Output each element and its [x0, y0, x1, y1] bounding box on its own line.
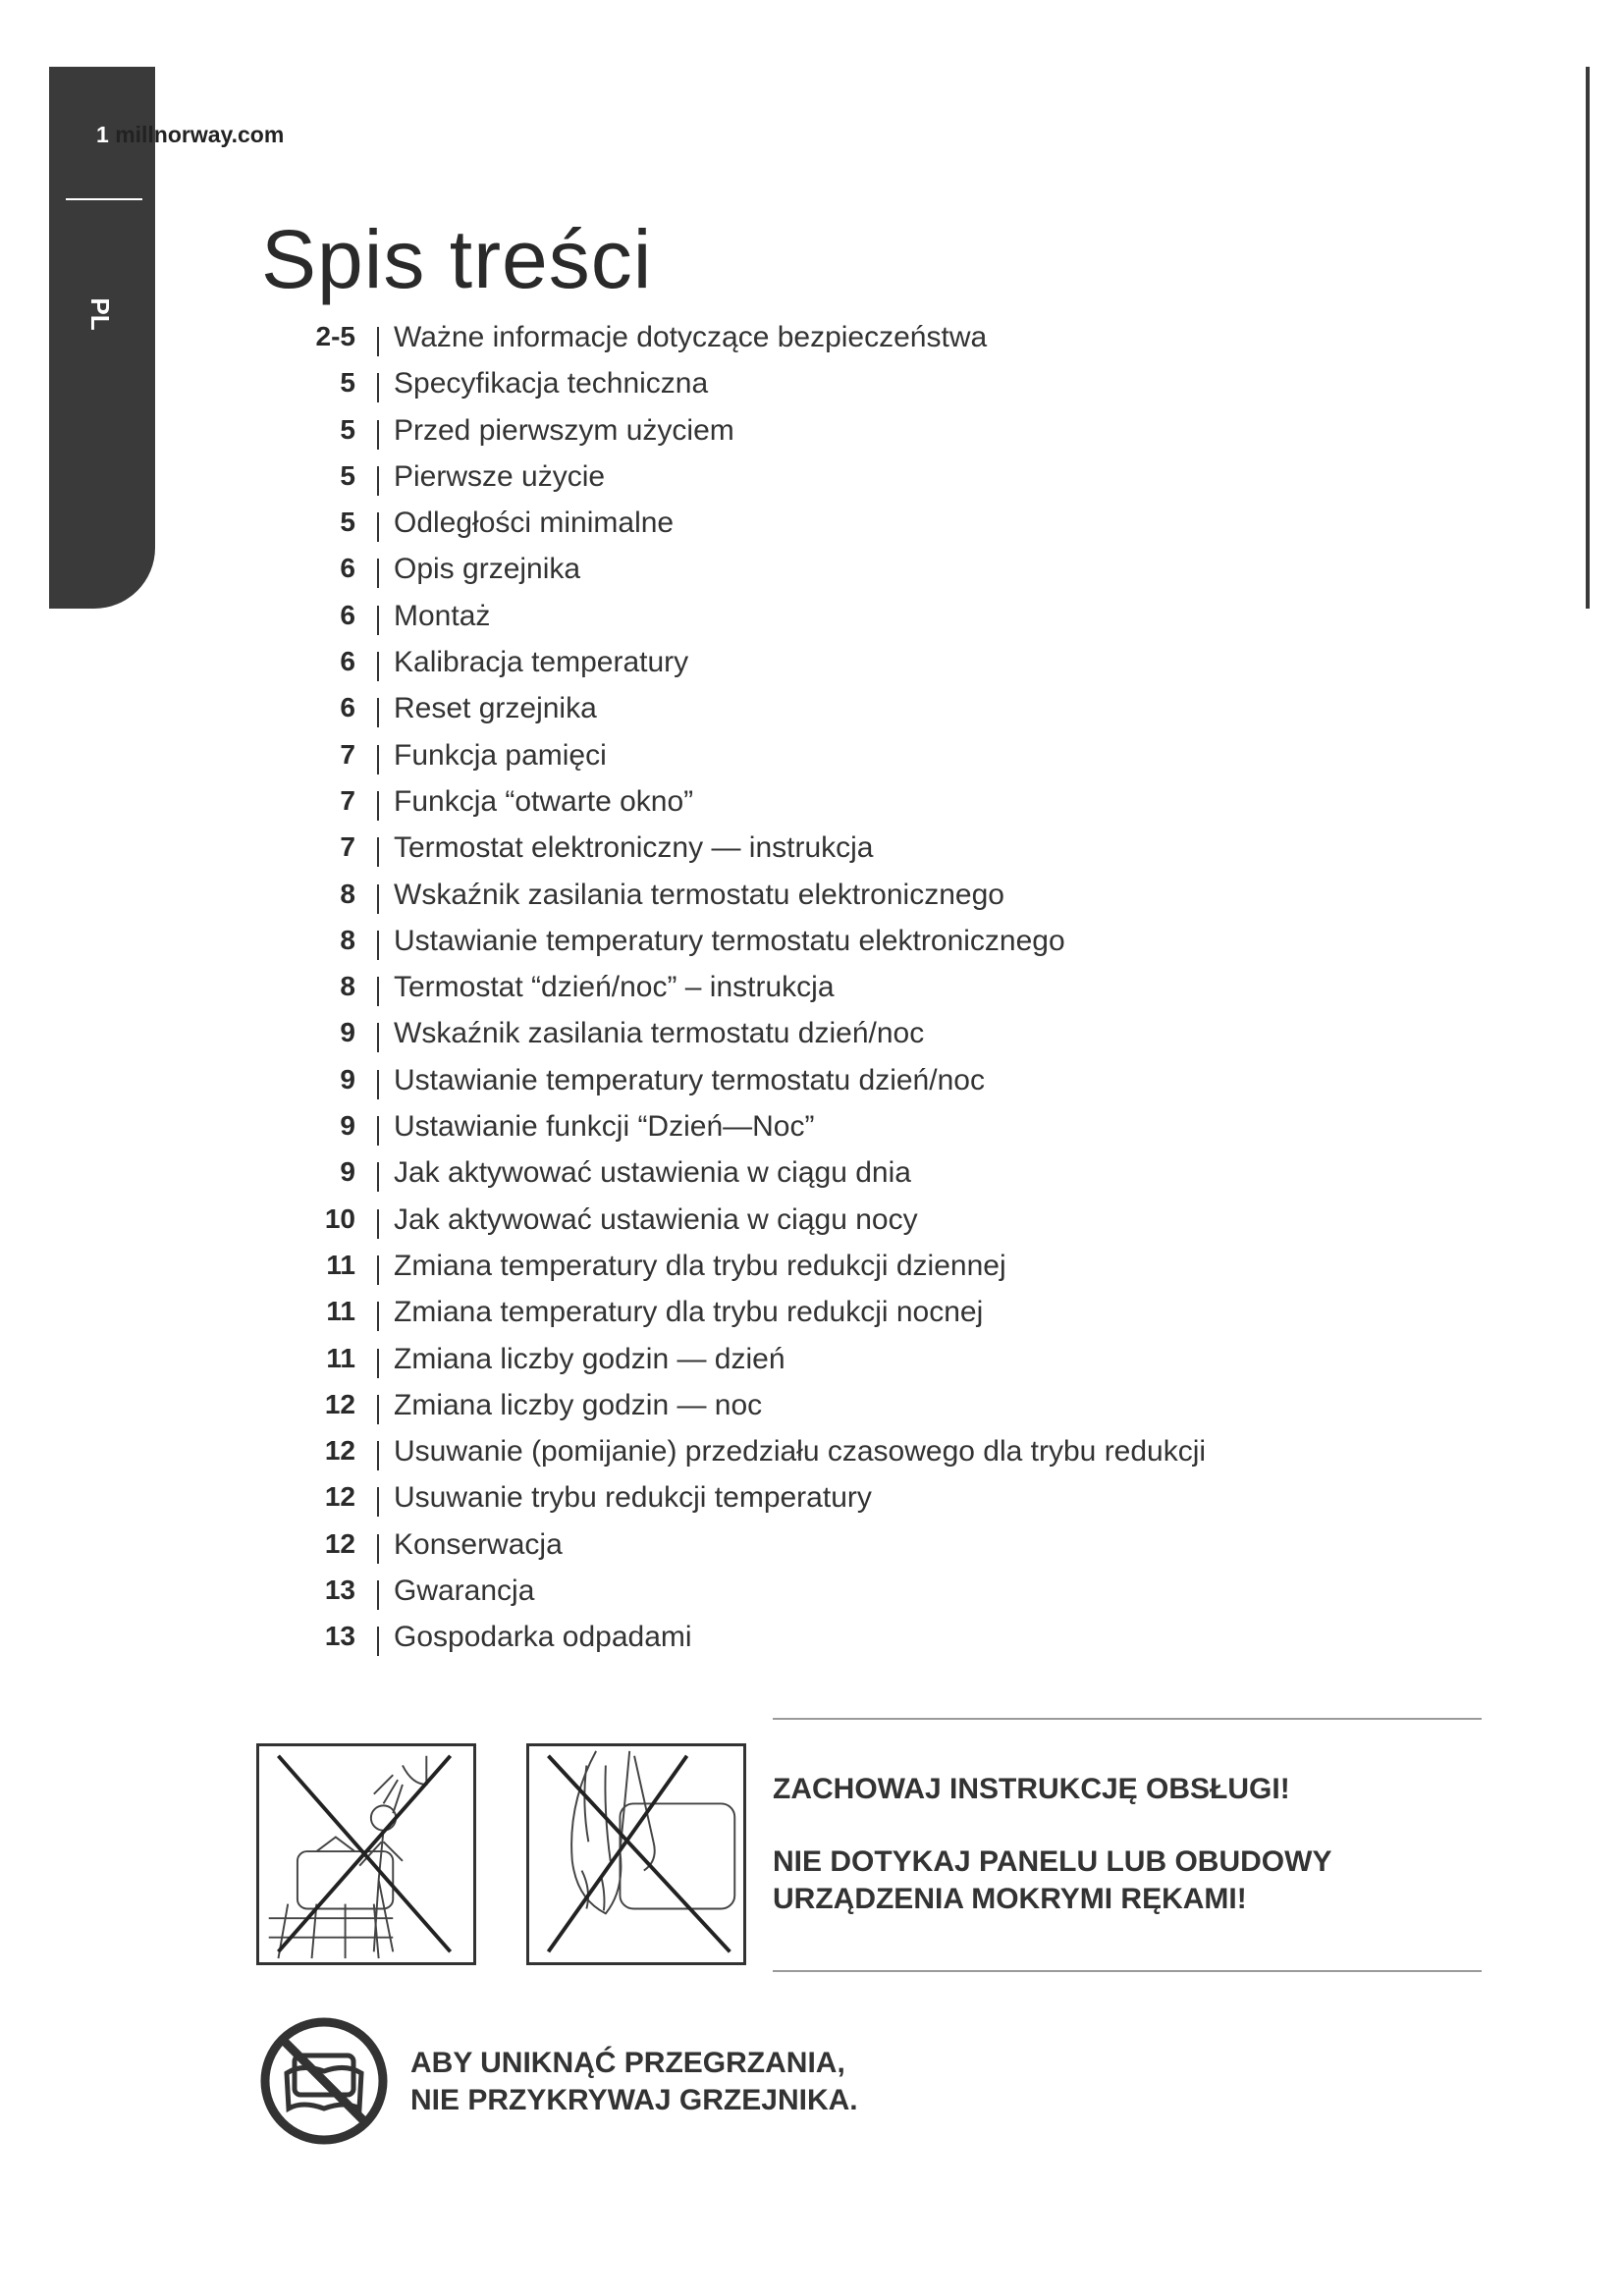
- no-bathroom-use-icon: [256, 1743, 476, 1965]
- toc-page-number: 12: [324, 1527, 355, 1559]
- toc-page-number: 9: [340, 1156, 355, 1188]
- page-title: Spis treści: [261, 213, 653, 305]
- toc-separator: [377, 1302, 379, 1331]
- toc-page-number: 11: [326, 1296, 355, 1327]
- toc-page-number: 6: [340, 599, 355, 630]
- toc-separator: [377, 791, 379, 821]
- toc-label: Montaż: [394, 599, 491, 632]
- toc-label: Zmiana temperatury dla trybu redukcji nocnej: [394, 1296, 984, 1329]
- toc-entry[interactable]: [0, 1152, 1624, 1199]
- toc-entry[interactable]: [0, 317, 1624, 363]
- toc-separator: [377, 652, 379, 681]
- no-cover-line-2: NIE PRZYKRYWAJ GRZEJNIKA.: [410, 2084, 858, 2116]
- toc-page-number: 8: [340, 878, 355, 909]
- toc-entry[interactable]: [0, 1385, 1624, 1431]
- toc-entry[interactable]: [0, 549, 1624, 595]
- toc-label: Ustawianie temperatury termostatu elektronicznego: [394, 924, 1065, 957]
- toc-entry[interactable]: [0, 1524, 1624, 1571]
- toc-page-number: 6: [340, 553, 355, 584]
- toc-label: Kalibracja temperatury: [394, 646, 689, 679]
- toc-label: Konserwacja: [394, 1527, 563, 1561]
- toc-entry[interactable]: [0, 1106, 1624, 1152]
- toc-label: Zmiana liczby godzin — noc: [394, 1388, 763, 1421]
- toc-page-number: 5: [340, 413, 355, 445]
- toc-entry[interactable]: [0, 1571, 1624, 1617]
- page-number: 1: [96, 122, 109, 147]
- toc-page-number: 11: [326, 1342, 355, 1373]
- toc-separator: [377, 1487, 379, 1517]
- toc-page-number: 9: [340, 1063, 355, 1095]
- language-label: PL: [85, 297, 116, 331]
- toc-label: Jak aktywować ustawienia w ciągu dnia: [394, 1156, 911, 1190]
- toc-entry[interactable]: [0, 410, 1624, 456]
- toc-page-number: 5: [340, 507, 355, 538]
- keep-manual-text: ZACHOWAJ INSTRUKCJĘ OBSŁUGI!: [773, 1773, 1290, 1805]
- toc-separator: [377, 1534, 379, 1564]
- table-of-contents: [0, 317, 1624, 1664]
- toc-separator: [377, 1116, 379, 1146]
- toc-page-number: 8: [340, 924, 355, 955]
- toc-page-number: 6: [340, 646, 355, 677]
- side-divider: [66, 198, 142, 200]
- toc-separator: [377, 1441, 379, 1470]
- toc-entry[interactable]: [0, 1431, 1624, 1477]
- toc-label: Przed pierwszym użyciem: [394, 413, 734, 447]
- toc-label: Jak aktywować ustawienia w ciągu nocy: [394, 1202, 918, 1236]
- toc-separator: [377, 1023, 379, 1052]
- toc-label: Specyfikacja techniczna: [394, 367, 709, 400]
- toc-separator: [377, 977, 379, 1006]
- toc-page-number: 5: [340, 367, 355, 399]
- toc-entry[interactable]: [0, 456, 1624, 503]
- toc-page-number: 7: [340, 738, 355, 770]
- toc-label: Funkcja “otwarte okno”: [394, 784, 694, 818]
- toc-separator: [377, 884, 379, 914]
- toc-separator: [377, 420, 379, 450]
- toc-label: Usuwanie (pomijanie) przedziału czasowego dla trybu redukcji: [394, 1435, 1207, 1468]
- toc-label: Wskaźnik zasilania termostatu dzień/noc: [394, 1017, 925, 1050]
- toc-entry[interactable]: [0, 875, 1624, 921]
- toc-separator: [377, 373, 379, 402]
- warning-divider-top: [773, 1718, 1482, 1720]
- page-header: [96, 122, 284, 148]
- toc-label: Gwarancja: [394, 1575, 535, 1608]
- toc-label: Ustawianie funkcji “Dzień—Noc”: [394, 1110, 815, 1144]
- toc-entry[interactable]: [0, 503, 1624, 549]
- toc-separator: [377, 512, 379, 542]
- toc-label: Pierwsze użycie: [394, 459, 606, 493]
- toc-entry[interactable]: [0, 1292, 1624, 1338]
- toc-entry[interactable]: [0, 1013, 1624, 1059]
- toc-entry[interactable]: [0, 363, 1624, 409]
- toc-page-number: 11: [326, 1249, 355, 1280]
- toc-label: Termostat “dzień/noc” – instrukcja: [394, 971, 835, 1004]
- toc-separator: [377, 606, 379, 635]
- wet-hands-line-1: NIE DOTYKAJ PANELU LUB OBUDOWY: [773, 1845, 1332, 1878]
- toc-entry[interactable]: [0, 921, 1624, 967]
- toc-separator: [377, 931, 379, 960]
- warning-no-cover: [410, 2045, 858, 2119]
- toc-label: Zmiana temperatury dla trybu redukcji dziennej: [394, 1249, 1006, 1282]
- toc-label: Termostat elektroniczny — instrukcja: [394, 831, 874, 865]
- toc-page-number: 6: [340, 692, 355, 723]
- toc-label: Gospodarka odpadami: [394, 1621, 692, 1654]
- website-link[interactable]: millnorway.com: [115, 122, 285, 147]
- toc-page-number: 12: [324, 1435, 355, 1467]
- toc-entry[interactable]: [0, 1477, 1624, 1523]
- toc-label: Ważne informacje dotyczące bezpieczeństwa: [394, 321, 988, 353]
- toc-entry[interactable]: [0, 828, 1624, 874]
- toc-entry[interactable]: [0, 596, 1624, 642]
- warning-keep-manual: [773, 1771, 1290, 1808]
- toc-entry[interactable]: [0, 1339, 1624, 1385]
- toc-page-number: 10: [324, 1202, 355, 1234]
- toc-label: Reset grzejnika: [394, 692, 597, 725]
- toc-separator: [377, 698, 379, 727]
- toc-page-number: 2-5: [315, 321, 355, 351]
- toc-separator: [377, 837, 379, 867]
- toc-separator: [377, 1070, 379, 1099]
- toc-separator: [377, 1209, 379, 1239]
- toc-label: Wskaźnik zasilania termostatu elektronicznego: [394, 878, 1004, 911]
- toc-entry[interactable]: [0, 735, 1624, 781]
- toc-separator: [377, 559, 379, 588]
- warning-divider-bottom: [773, 1970, 1482, 1972]
- do-not-cover-icon: [257, 2014, 391, 2148]
- toc-separator: [377, 466, 379, 496]
- toc-label: Funkcja pamięci: [394, 738, 607, 772]
- toc-entry[interactable]: [0, 967, 1624, 1013]
- warning-wet-hands: [773, 1843, 1331, 1918]
- wet-hands-line-2: URZĄDZENIA MOKRYMI RĘKAMI!: [773, 1883, 1247, 1915]
- toc-page-number: 9: [340, 1110, 355, 1142]
- toc-page-number: 7: [340, 784, 355, 816]
- toc-entry[interactable]: [0, 1246, 1624, 1292]
- toc-page-number: 12: [324, 1481, 355, 1513]
- toc-entry[interactable]: [0, 642, 1624, 688]
- toc-separator: [377, 327, 379, 356]
- toc-separator: [377, 1627, 379, 1656]
- toc-page-number: 7: [340, 831, 355, 863]
- toc-entry[interactable]: [0, 1060, 1624, 1106]
- toc-separator: [377, 1349, 379, 1378]
- toc-label: Opis grzejnika: [394, 553, 581, 586]
- toc-separator: [377, 1395, 379, 1424]
- no-cover-line-1: ABY UNIKNĄĆ PRZEGRZANIA,: [410, 2047, 845, 2079]
- toc-label: Odległości minimalne: [394, 507, 675, 540]
- toc-separator: [377, 1580, 379, 1610]
- toc-entry[interactable]: [0, 1617, 1624, 1663]
- toc-label: Zmiana liczby godzin — dzień: [394, 1342, 785, 1375]
- toc-page-number: 13: [324, 1621, 355, 1652]
- toc-page-number: 13: [324, 1575, 355, 1606]
- toc-separator: [377, 1255, 379, 1285]
- toc-entry[interactable]: [0, 688, 1624, 734]
- toc-page-number: 5: [340, 459, 355, 491]
- toc-entry[interactable]: [0, 1200, 1624, 1246]
- toc-page-number: 12: [324, 1388, 355, 1419]
- no-wet-hands-icon: [526, 1743, 746, 1965]
- toc-label: Usuwanie trybu redukcji temperatury: [394, 1481, 872, 1515]
- toc-page-number: 8: [340, 971, 355, 1002]
- toc-label: Ustawianie temperatury termostatu dzień/noc: [394, 1063, 985, 1096]
- toc-entry[interactable]: [0, 781, 1624, 828]
- toc-page-number: 9: [340, 1017, 355, 1048]
- toc-separator: [377, 745, 379, 774]
- toc-separator: [377, 1162, 379, 1192]
